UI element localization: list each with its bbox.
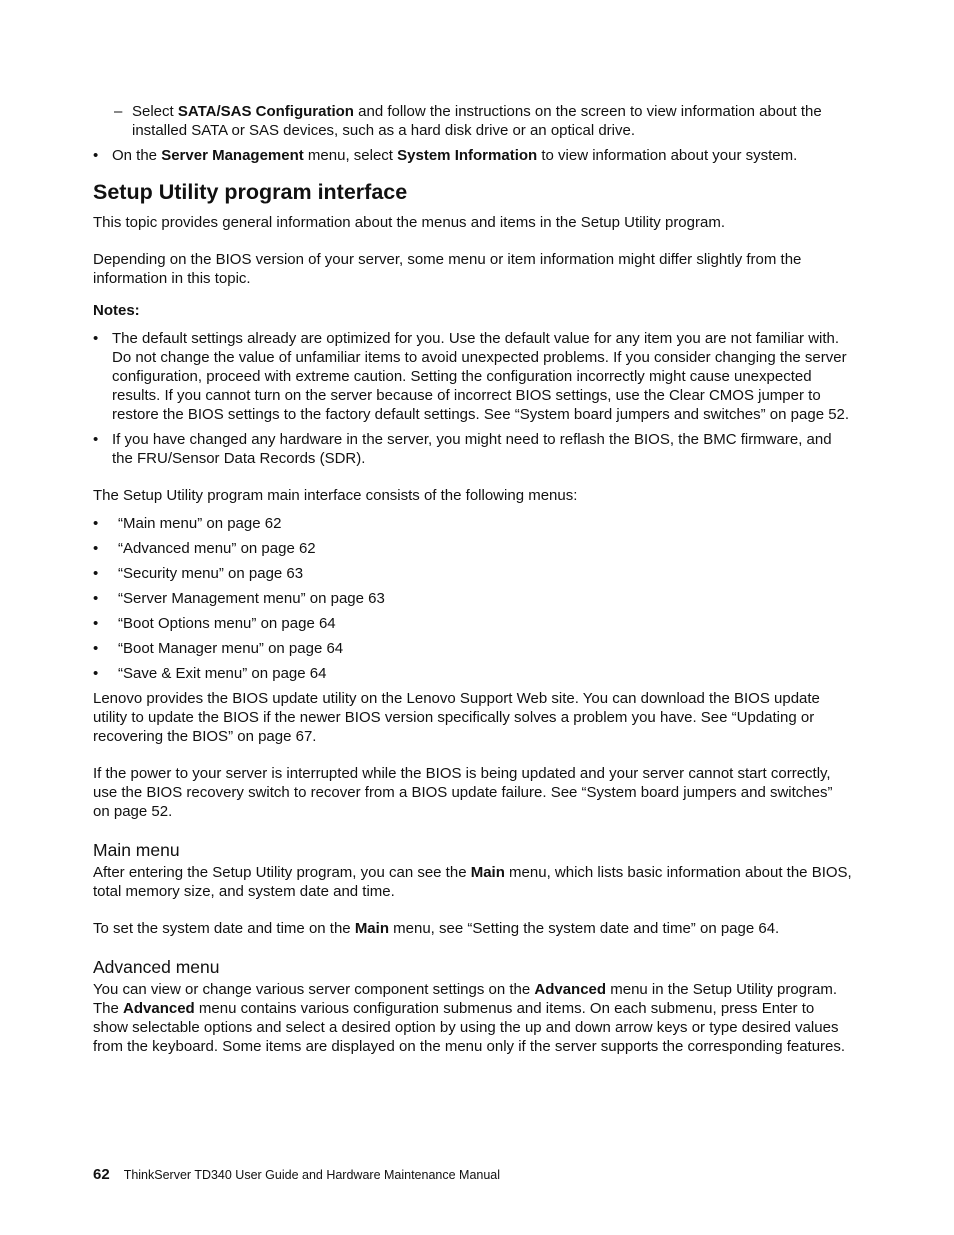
bullet-marker: • [93, 590, 99, 607]
page-number: 62 [93, 1166, 110, 1183]
main-menu-paragraph: After entering the Setup Utility program, you can see the Main menu, which lists basic information about the BIOS, total memory size, and system date and time. [93, 864, 852, 900]
menu-link-item[interactable] [93, 614, 853, 633]
bold-term: Main [470, 864, 505, 881]
bullet-marker: • [93, 540, 99, 557]
cross-reference-link[interactable]: “Security menu” on page 63 [118, 565, 304, 582]
menu-link-item[interactable] [93, 664, 853, 683]
menus-intro: The Setup Utility program main interface consists of the following menus: [93, 487, 578, 504]
menu-link-item[interactable] [93, 589, 853, 608]
page-content [93, 102, 853, 1056]
bullet-marker: • [93, 665, 99, 682]
menu-link-item[interactable] [93, 639, 853, 658]
bullet-marker: • [93, 330, 99, 347]
menu-link-item[interactable] [93, 539, 853, 558]
bold-term: SATA/SAS Configuration [177, 103, 354, 120]
bold-term: Server Management [161, 147, 304, 164]
dash-marker: – [114, 103, 123, 120]
bullet-marker: • [93, 615, 99, 632]
cross-reference-link[interactable]: “Server Management menu” on page 63 [118, 590, 385, 607]
section-title: Setup Utility program interface [93, 180, 408, 204]
cross-reference-link[interactable]: “Main menu” on page 62 [118, 515, 282, 532]
menu-link-item[interactable] [93, 514, 853, 533]
cross-reference-link[interactable]: “Boot Manager menu” on page 64 [118, 640, 344, 657]
advanced-menu-paragraph: You can view or change various server component settings on the Advanced menu in the Setup Utility program. The Advanced menu contains various configuration submenus and items. On each submenu, press Enter to show selectable options and select a desired option by using the up and down arrow keys or type desired values from the keyboard. Some items are displayed on the menu only if the server supports the corresponding features. [93, 981, 846, 1055]
advanced-menu-heading: Advanced menu [93, 957, 220, 977]
intro-paragraph: This topic provides general information about the menus and items in the Setup Utility program. [93, 214, 725, 231]
bold-term: Advanced [534, 981, 607, 998]
bold-term: Main [354, 920, 389, 937]
notes-label: Notes: [93, 302, 140, 319]
update-utility-paragraph: Lenovo provides the BIOS update utility on the Lenovo Support Web site. You can download the BIOS update utility to update the BIOS if the newer BIOS version specifically solves a problem you have. See “Updating or recovering the BIOS” on page 67. [93, 690, 820, 745]
cross-reference-link[interactable]: “Boot Options menu” on page 64 [118, 615, 336, 632]
page-footer [93, 1166, 500, 1184]
menu-link-list [93, 514, 853, 683]
bullet-marker: • [93, 515, 99, 532]
bold-term: System Information [397, 147, 538, 164]
power-interruption-paragraph: If the power to your server is interrupted while the BIOS is being updated and your server cannot start correctly, use the BIOS recovery switch to recover from a BIOS update failure. See “System board jumpers and switches” on page 52. [93, 765, 833, 820]
cross-reference-link[interactable]: “Advanced menu” on page 62 [118, 540, 316, 557]
document-title: ThinkServer TD340 User Guide and Hardware Maintenance Manual [123, 1168, 501, 1182]
main-menu-heading: Main menu [93, 840, 180, 860]
bullet-marker: • [93, 431, 99, 448]
list-item-sata-sas: – Select SATA/SAS Configuration and follow the instructions on the screen to view information about the installed SATA or SAS devices, such as a hard disk drive or an optical drive. [114, 103, 822, 139]
menu-link-item[interactable] [93, 564, 853, 583]
note-item: • The default settings already are optimized for you. Use the default value for any item you are not familiar with. Do not change the value of unfamiliar items to avoid unexpected problems. If you consider changing the server configuration, proceed with extreme caution. Setting the configuration incorrectly might cause unexpected results. If you cannot turn on the server because of incorrect BIOS settings, use the Clear CMOS jumper to restore the BIOS settings to the factory default settings. See “System board jumpers and switches” on page 52. [93, 330, 850, 423]
bullet-marker: • [93, 147, 99, 164]
main-menu-date-paragraph: To set the system date and time on the Main menu, see “Setting the system date and time” on page 64. [93, 920, 780, 937]
bold-term: Advanced [123, 1000, 195, 1017]
bios-version-paragraph: Depending on the BIOS version of your server, some menu or item information might differ slightly from the information in this topic. [93, 251, 802, 287]
note-item: • If you have changed any hardware in the server, you might need to reflash the BIOS, the BMC firmware, and the FRU/Sensor Data Records (SDR). [93, 431, 832, 467]
list-item-server-management: • On the Server Management menu, select System Information to view information about your system. [93, 147, 798, 164]
cross-reference-link[interactable]: “Save & Exit menu” on page 64 [118, 665, 327, 682]
bullet-marker: • [93, 640, 99, 657]
bullet-marker: • [93, 565, 99, 582]
